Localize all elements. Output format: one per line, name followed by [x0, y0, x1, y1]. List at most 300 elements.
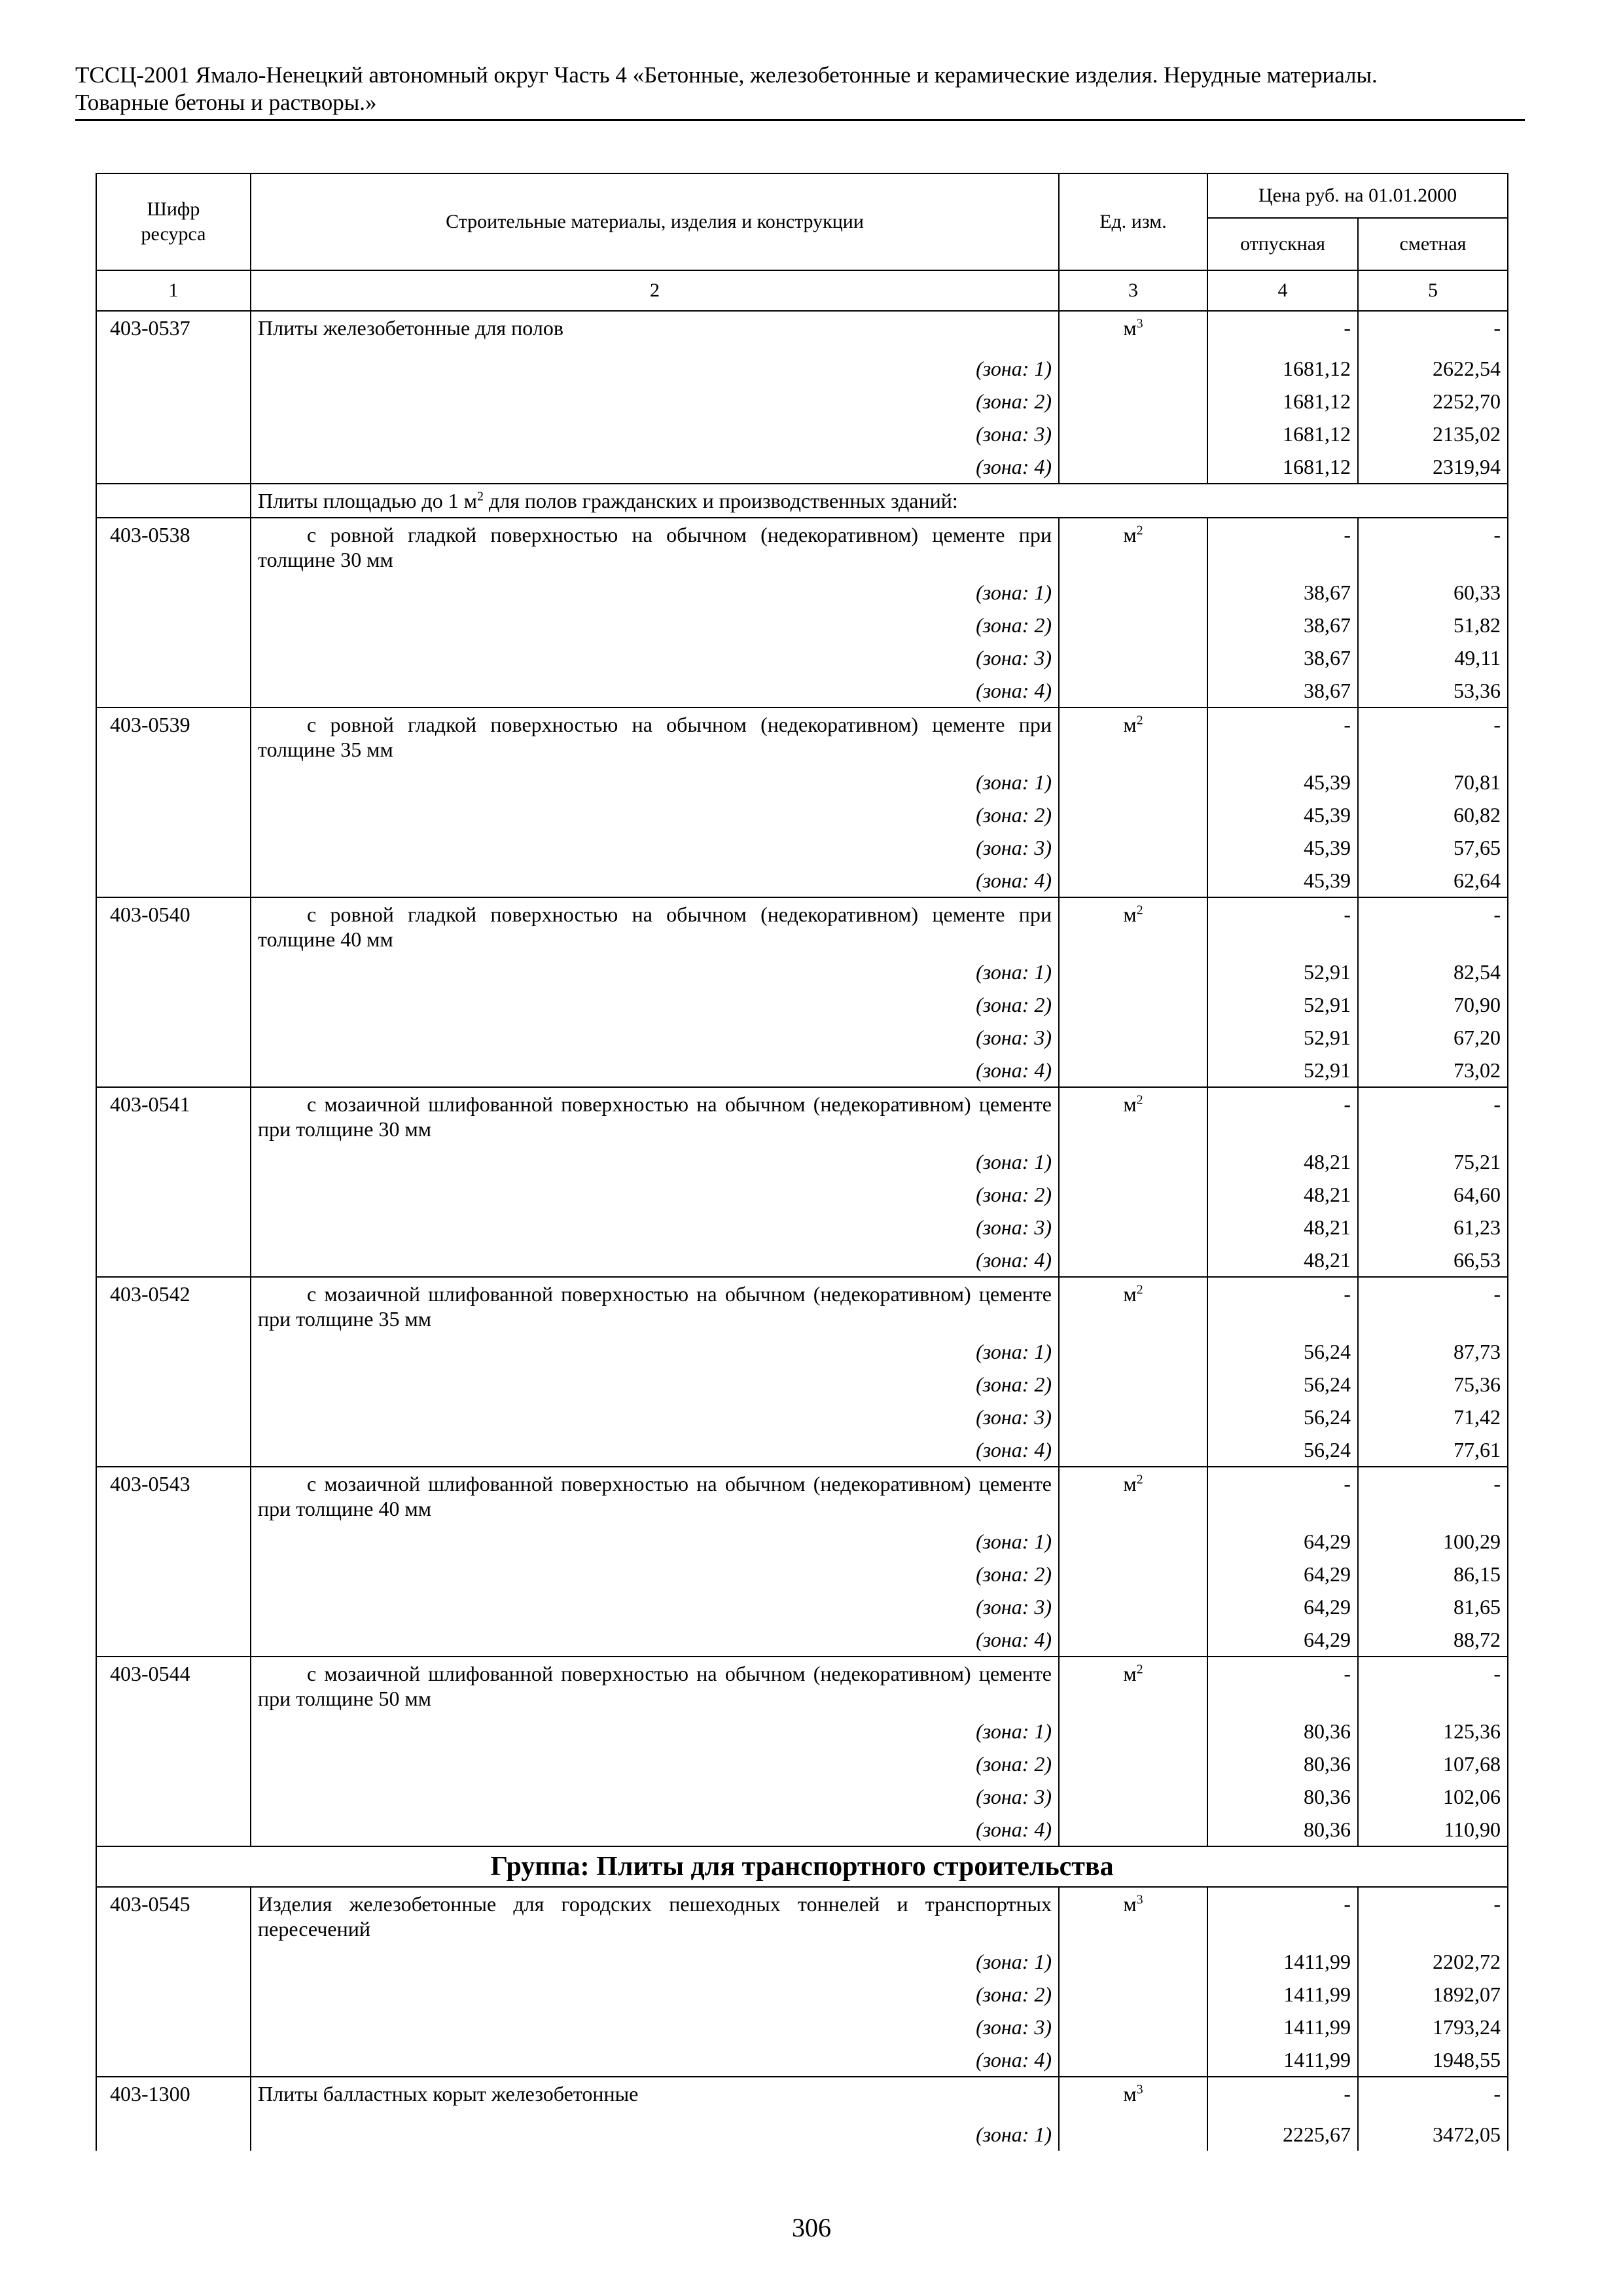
- table-row: [96, 1087, 1508, 1145]
- code-cell: [96, 1715, 251, 1748]
- zone-row: [96, 1715, 1508, 1748]
- estimate-price: -: [1358, 708, 1508, 766]
- zone-row: [96, 1558, 1508, 1590]
- resource-name: Изделия железобетонные для городских пешеходных тоннелей и транспортных пересечений: [251, 1887, 1059, 1945]
- release-price: 48,21: [1207, 1211, 1358, 1244]
- unit-cell: [1059, 576, 1207, 609]
- unit-exponent: 3: [1136, 1892, 1143, 1907]
- code-cell: [96, 988, 251, 1021]
- code-cell: [96, 1145, 251, 1178]
- zone-label: (зона: 2): [251, 385, 1059, 418]
- estimate-price: 57,65: [1358, 831, 1508, 864]
- zone-label: (зона: 3): [251, 418, 1059, 450]
- release-price: 52,91: [1207, 956, 1358, 988]
- unit-cell: [1059, 1467, 1207, 1525]
- unit-exponent: 2: [1136, 1472, 1143, 1487]
- unit-text: м: [1123, 1892, 1137, 1916]
- unit-cell: [1059, 1277, 1207, 1335]
- unit-cell: [1059, 1558, 1207, 1590]
- zone-label: (зона: 1): [251, 1945, 1059, 1978]
- col-header-unit: Ед. изм.: [1059, 173, 1207, 270]
- resource-name: с мозаичной шлифованной поверхностью на обычном (недекоративном) цементе при толщине 50 мм: [251, 1657, 1059, 1715]
- release-price: 38,67: [1207, 641, 1358, 674]
- estimate-price: 62,64: [1358, 864, 1508, 897]
- resource-code: 403-0542: [96, 1277, 251, 1335]
- resource-code: 403-0544: [96, 1657, 251, 1715]
- release-price: 1411,99: [1207, 1945, 1358, 1978]
- zone-row: [96, 1178, 1508, 1211]
- release-price: 52,91: [1207, 1054, 1358, 1087]
- estimate-price: 70,81: [1358, 766, 1508, 798]
- release-price: -: [1207, 518, 1358, 576]
- estimate-price: 82,54: [1358, 956, 1508, 988]
- unit-cell: [1059, 1813, 1207, 1846]
- estimate-price: -: [1358, 897, 1508, 956]
- unit-exponent: 2: [476, 489, 484, 504]
- unit-exponent: 2: [1136, 523, 1143, 538]
- estimate-price: 66,53: [1358, 1244, 1508, 1277]
- estimate-price: 60,82: [1358, 798, 1508, 831]
- estimate-price: -: [1358, 1887, 1508, 1945]
- release-price: 56,24: [1207, 1401, 1358, 1433]
- zone-row: [96, 609, 1508, 641]
- release-price: 45,39: [1207, 798, 1358, 831]
- zone-row: [96, 2043, 1508, 2077]
- release-price: -: [1207, 1277, 1358, 1335]
- zone-row: [96, 1623, 1508, 1657]
- release-price: -: [1207, 897, 1358, 956]
- unit-cell: [1059, 766, 1207, 798]
- unit-exponent: 3: [1136, 316, 1143, 331]
- unit-text: м: [1123, 316, 1137, 340]
- release-price: 38,67: [1207, 576, 1358, 609]
- unit-cell: [1059, 897, 1207, 956]
- table-row: [96, 311, 1508, 352]
- unit-cell: [1059, 518, 1207, 576]
- zone-label: (зона: 2): [251, 1178, 1059, 1211]
- zone-row: [96, 831, 1508, 864]
- unit-text: м: [1123, 1662, 1137, 1685]
- unit-cell: [1059, 1087, 1207, 1145]
- zone-label: (зона: 1): [251, 766, 1059, 798]
- col-number: 5: [1358, 270, 1508, 311]
- zone-label: (зона: 2): [251, 1368, 1059, 1401]
- release-price: 52,91: [1207, 988, 1358, 1021]
- subheading-row: [96, 484, 1508, 518]
- zone-row: [96, 1433, 1508, 1467]
- subheading-text: [251, 484, 1508, 518]
- estimate-price: 73,02: [1358, 1054, 1508, 1087]
- code-cell: [96, 831, 251, 864]
- estimate-price: 88,72: [1358, 1623, 1508, 1657]
- page-number: 306: [792, 2213, 831, 2242]
- release-price: 80,36: [1207, 1780, 1358, 1813]
- estimate-price: -: [1358, 1087, 1508, 1145]
- release-price: 1681,12: [1207, 450, 1358, 484]
- zone-row: [96, 1978, 1508, 2011]
- release-price: 1681,12: [1207, 418, 1358, 450]
- group-title: Группа: Плиты для транспортного строительства: [96, 1846, 1508, 1887]
- unit-text: м: [1123, 2082, 1137, 2106]
- unit-cell: [1059, 385, 1207, 418]
- zone-row: [96, 988, 1508, 1021]
- resource-name: с ровной гладкой поверхностью на обычном (недекоративном) цементе при толщине 35 мм: [251, 708, 1059, 766]
- code-cell: [96, 1813, 251, 1846]
- code-cell: [96, 484, 251, 518]
- release-price: -: [1207, 708, 1358, 766]
- col-number: 1: [96, 270, 251, 311]
- unit-exponent: 2: [1136, 1282, 1143, 1297]
- unit-cell: [1059, 864, 1207, 897]
- zone-label: (зона: 3): [251, 641, 1059, 674]
- zone-row: [96, 1335, 1508, 1368]
- unit-cell: [1059, 1401, 1207, 1433]
- estimate-price: 61,23: [1358, 1211, 1508, 1244]
- col-number: 2: [251, 270, 1059, 311]
- zone-row: [96, 1145, 1508, 1178]
- unit-exponent: 3: [1136, 2082, 1143, 2097]
- code-cell: [96, 1178, 251, 1211]
- zone-label: (зона: 3): [251, 1401, 1059, 1433]
- zone-label: (зона: 1): [251, 956, 1059, 988]
- release-price: 38,67: [1207, 609, 1358, 641]
- table-row: [96, 2077, 1508, 2118]
- unit-cell: [1059, 2077, 1207, 2118]
- unit-cell: [1059, 1525, 1207, 1558]
- estimate-price: 86,15: [1358, 1558, 1508, 1590]
- unit-cell: [1059, 609, 1207, 641]
- running-header: [75, 62, 1525, 121]
- zone-row: [96, 641, 1508, 674]
- unit-text: м: [1123, 713, 1137, 736]
- code-cell: [96, 418, 251, 450]
- unit-cell: [1059, 1978, 1207, 2011]
- zone-label: (зона: 3): [251, 2011, 1059, 2043]
- estimate-price: 49,11: [1358, 641, 1508, 674]
- code-cell: [96, 2043, 251, 2077]
- resource-code: 403-0539: [96, 708, 251, 766]
- estimate-price: -: [1358, 2077, 1508, 2118]
- resource-code: 403-0543: [96, 1467, 251, 1525]
- resource-code: 403-0541: [96, 1087, 251, 1145]
- unit-cell: [1059, 1244, 1207, 1277]
- estimate-price: 107,68: [1358, 1748, 1508, 1780]
- code-cell: [96, 1054, 251, 1087]
- price-table: [96, 173, 1508, 2151]
- release-price: -: [1207, 1467, 1358, 1525]
- unit-exponent: 2: [1136, 903, 1143, 918]
- zone-label: (зона: 3): [251, 831, 1059, 864]
- estimate-price: 1892,07: [1358, 1978, 1508, 2011]
- zone-row: [96, 418, 1508, 450]
- unit-cell: [1059, 1335, 1207, 1368]
- estimate-price: 102,06: [1358, 1780, 1508, 1813]
- zone-row: [96, 1244, 1508, 1277]
- code-cell: [96, 1244, 251, 1277]
- unit-cell: [1059, 1433, 1207, 1467]
- col-header-name: Строительные материалы, изделия и конструкции: [251, 173, 1059, 270]
- release-price: 45,39: [1207, 766, 1358, 798]
- resource-name: с ровной гладкой поверхностью на обычном (недекоративном) цементе при толщине 30 мм: [251, 518, 1059, 576]
- estimate-price: 1948,55: [1358, 2043, 1508, 2077]
- zone-row: [96, 385, 1508, 418]
- group-row: [96, 1846, 1508, 1887]
- unit-cell: [1059, 1887, 1207, 1945]
- col-header-estimate: сметная: [1358, 218, 1508, 270]
- resource-code: 403-0538: [96, 518, 251, 576]
- unit-text: м: [1123, 903, 1137, 926]
- code-cell: [96, 864, 251, 897]
- unit-cell: [1059, 1145, 1207, 1178]
- estimate-price: 1793,24: [1358, 2011, 1508, 2043]
- unit-cell: [1059, 1054, 1207, 1087]
- unit-cell: [1059, 1178, 1207, 1211]
- zone-row: [96, 674, 1508, 708]
- zone-row: [96, 1054, 1508, 1087]
- resource-name: Плиты железобетонные для полов: [251, 311, 1059, 352]
- release-price: -: [1207, 311, 1358, 352]
- zone-label: (зона: 4): [251, 1623, 1059, 1657]
- code-cell: [96, 1021, 251, 1054]
- code-cell: [96, 1780, 251, 1813]
- release-price: 2225,67: [1207, 2118, 1358, 2151]
- estimate-price: 77,61: [1358, 1433, 1508, 1467]
- unit-cell: [1059, 1780, 1207, 1813]
- estimate-price: -: [1358, 1467, 1508, 1525]
- unit-exponent: 2: [1136, 713, 1143, 728]
- unit-exponent: 2: [1136, 1662, 1143, 1677]
- zone-label: (зона: 3): [251, 1211, 1059, 1244]
- zone-label: (зона: 4): [251, 1054, 1059, 1087]
- code-cell: [96, 1978, 251, 2011]
- resource-code: 403-0537: [96, 311, 251, 352]
- code-cell: [96, 352, 251, 385]
- unit-cell: [1059, 1021, 1207, 1054]
- zone-row: [96, 1211, 1508, 1244]
- col-number: 3: [1059, 270, 1207, 311]
- unit-cell: [1059, 311, 1207, 352]
- estimate-price: 100,29: [1358, 1525, 1508, 1558]
- release-price: 80,36: [1207, 1715, 1358, 1748]
- code-cell: [96, 609, 251, 641]
- code-cell: [96, 1525, 251, 1558]
- estimate-price: 2135,02: [1358, 418, 1508, 450]
- release-price: 1411,99: [1207, 2043, 1358, 2077]
- unit-cell: [1059, 1211, 1207, 1244]
- estimate-price: 60,33: [1358, 576, 1508, 609]
- unit-cell: [1059, 2118, 1207, 2151]
- header-line-2: Товарные бетоны и растворы.»: [75, 90, 377, 115]
- zone-row: [96, 1021, 1508, 1054]
- estimate-price: 64,60: [1358, 1178, 1508, 1211]
- zone-row: [96, 766, 1508, 798]
- unit-cell: [1059, 450, 1207, 484]
- resource-name: с мозаичной шлифованной поверхностью на обычном (недекоративном) цементе при толщине 35 мм: [251, 1277, 1059, 1335]
- code-cell: [96, 1623, 251, 1657]
- zone-label: (зона: 1): [251, 1525, 1059, 1558]
- col-header-release: отпускная: [1207, 218, 1358, 270]
- zone-label: (зона: 4): [251, 2043, 1059, 2077]
- unit-cell: [1059, 352, 1207, 385]
- code-cell: [96, 1335, 251, 1368]
- estimate-price: 53,36: [1358, 674, 1508, 708]
- zone-label: (зона: 2): [251, 1748, 1059, 1780]
- release-price: -: [1207, 1087, 1358, 1145]
- zone-label: (зона: 2): [251, 1558, 1059, 1590]
- unit-cell: [1059, 641, 1207, 674]
- unit-text: м: [1123, 1282, 1137, 1306]
- release-price: -: [1207, 1887, 1358, 1945]
- zone-label: (зона: 4): [251, 864, 1059, 897]
- unit-text: м: [1123, 523, 1137, 547]
- table-row: [96, 1887, 1508, 1945]
- zone-label: (зона: 2): [251, 798, 1059, 831]
- release-price: -: [1207, 1657, 1358, 1715]
- unit-cell: [1059, 2043, 1207, 2077]
- code-cell: [96, 1945, 251, 1978]
- release-price: 38,67: [1207, 674, 1358, 708]
- resource-code: 403-1300: [96, 2077, 251, 2118]
- table-row: [96, 1657, 1508, 1715]
- zone-row: [96, 1401, 1508, 1433]
- zone-label: (зона: 2): [251, 1978, 1059, 2011]
- release-price: 45,39: [1207, 831, 1358, 864]
- zone-label: (зона: 4): [251, 1433, 1059, 1467]
- code-cell: [96, 385, 251, 418]
- estimate-price: 2319,94: [1358, 450, 1508, 484]
- zone-label: (зона: 1): [251, 576, 1059, 609]
- estimate-price: 87,73: [1358, 1335, 1508, 1368]
- code-cell: [96, 2118, 251, 2151]
- estimate-price: 110,90: [1358, 1813, 1508, 1846]
- code-cell: [96, 576, 251, 609]
- estimate-price: 75,21: [1358, 1145, 1508, 1178]
- resource-name: Плиты балластных корыт железобетонные: [251, 2077, 1059, 2118]
- code-cell: [96, 1368, 251, 1401]
- zone-label: (зона: 3): [251, 1780, 1059, 1813]
- release-price: 1411,99: [1207, 1978, 1358, 2011]
- table-row: [96, 1467, 1508, 1525]
- release-price: 56,24: [1207, 1368, 1358, 1401]
- code-cell: [96, 1401, 251, 1433]
- table-row: [96, 897, 1508, 956]
- estimate-price: 2252,70: [1358, 385, 1508, 418]
- unit-cell: [1059, 988, 1207, 1021]
- resource-name: с мозаичной шлифованной поверхностью на обычном (недекоративном) цементе при толщине 40 мм: [251, 1467, 1059, 1525]
- zone-row: [96, 956, 1508, 988]
- release-price: 1681,12: [1207, 352, 1358, 385]
- zone-label: (зона: 3): [251, 1590, 1059, 1623]
- unit-cell: [1059, 1715, 1207, 1748]
- unit-cell: [1059, 418, 1207, 450]
- release-price: 64,29: [1207, 1558, 1358, 1590]
- estimate-price: 2202,72: [1358, 1945, 1508, 1978]
- code-cell: [96, 798, 251, 831]
- header-line-1: ТССЦ-2001 Ямало-Ненецкий автономный округ Часть 4 «Бетонные, железобетонные и керамические изделия. Нерудные материалы.: [75, 62, 1378, 88]
- zone-label: (зона: 1): [251, 1715, 1059, 1748]
- estimate-price: 70,90: [1358, 988, 1508, 1021]
- zone-row: [96, 1813, 1508, 1846]
- release-price: 52,91: [1207, 1021, 1358, 1054]
- col-header-code: Шифр ресурса: [96, 173, 251, 270]
- release-price: 64,29: [1207, 1623, 1358, 1657]
- code-cell: [96, 956, 251, 988]
- subheading-part: для полов гражданских и производственных зданий:: [483, 489, 958, 512]
- estimate-price: 67,20: [1358, 1021, 1508, 1054]
- zone-row: [96, 1748, 1508, 1780]
- zone-label: (зона: 1): [251, 1145, 1059, 1178]
- zone-row: [96, 1780, 1508, 1813]
- zone-label: (зона: 4): [251, 450, 1059, 484]
- release-price: 56,24: [1207, 1335, 1358, 1368]
- unit-text: м: [1123, 1472, 1137, 1496]
- table-row: [96, 518, 1508, 576]
- code-cell: [96, 1748, 251, 1780]
- zone-label: (зона: 1): [251, 1335, 1059, 1368]
- code-cell: [96, 641, 251, 674]
- release-price: 48,21: [1207, 1244, 1358, 1277]
- zone-row: [96, 1590, 1508, 1623]
- estimate-price: 81,65: [1358, 1590, 1508, 1623]
- release-price: 80,36: [1207, 1748, 1358, 1780]
- estimate-price: 125,36: [1358, 1715, 1508, 1748]
- release-price: -: [1207, 2077, 1358, 2118]
- zone-label: (зона: 4): [251, 674, 1059, 708]
- zone-label: (зона: 1): [251, 352, 1059, 385]
- estimate-price: 3472,05: [1358, 2118, 1508, 2151]
- estimate-price: -: [1358, 1657, 1508, 1715]
- code-cell: [96, 450, 251, 484]
- code-cell: [96, 1558, 251, 1590]
- unit-text: м: [1123, 1092, 1137, 1116]
- estimate-price: 51,82: [1358, 609, 1508, 641]
- zone-label: (зона: 4): [251, 1244, 1059, 1277]
- code-cell: [96, 2011, 251, 2043]
- release-price: 48,21: [1207, 1145, 1358, 1178]
- zone-row: [96, 864, 1508, 897]
- unit-cell: [1059, 1623, 1207, 1657]
- zone-label: (зона: 1): [251, 2118, 1059, 2151]
- col-number: 4: [1207, 270, 1358, 311]
- resource-code: 403-0540: [96, 897, 251, 956]
- estimate-price: 75,36: [1358, 1368, 1508, 1401]
- zone-label: (зона: 3): [251, 1021, 1059, 1054]
- resource-name: с ровной гладкой поверхностью на обычном (недекоративном) цементе при толщине 40 мм: [251, 897, 1059, 956]
- unit-cell: [1059, 2011, 1207, 2043]
- zone-row: [96, 798, 1508, 831]
- unit-cell: [1059, 1590, 1207, 1623]
- zone-row: [96, 352, 1508, 385]
- code-cell: [96, 674, 251, 708]
- zone-row: [96, 1945, 1508, 1978]
- estimate-price: 2622,54: [1358, 352, 1508, 385]
- zone-label: (зона: 2): [251, 988, 1059, 1021]
- code-cell: [96, 1211, 251, 1244]
- release-price: 64,29: [1207, 1525, 1358, 1558]
- table-row: [96, 1277, 1508, 1335]
- zone-label: (зона: 4): [251, 1813, 1059, 1846]
- release-price: 1681,12: [1207, 385, 1358, 418]
- unit-cell: [1059, 1657, 1207, 1715]
- code-cell: [96, 1590, 251, 1623]
- code-cell: [96, 1433, 251, 1467]
- col-header-price: Цена руб. на 01.01.2000: [1207, 173, 1508, 218]
- zone-row: [96, 2118, 1508, 2151]
- unit-cell: [1059, 1368, 1207, 1401]
- unit-cell: [1059, 1748, 1207, 1780]
- unit-cell: [1059, 708, 1207, 766]
- table-body: [96, 311, 1508, 2151]
